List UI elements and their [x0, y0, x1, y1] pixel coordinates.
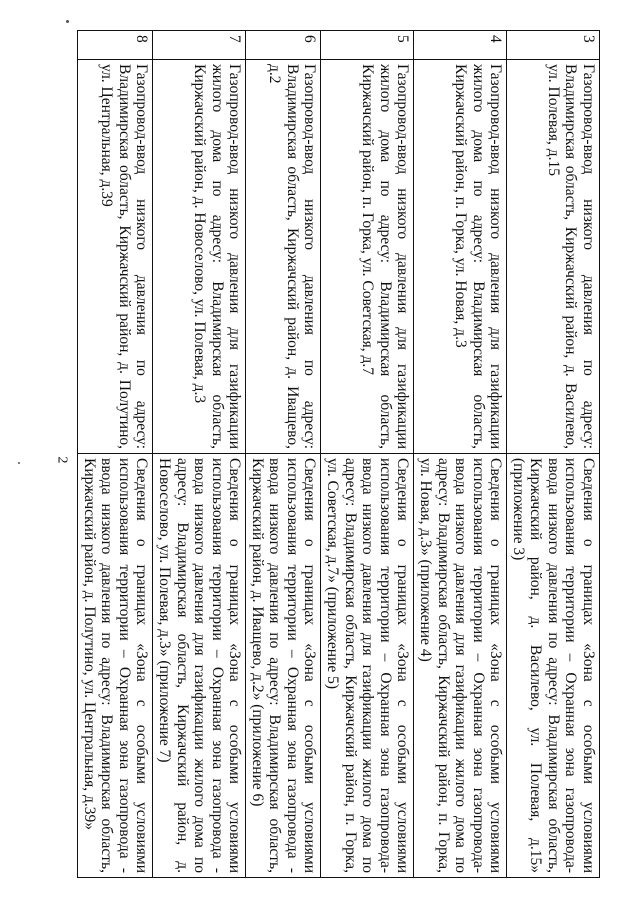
row-number: 5 [321, 31, 414, 60]
zone-info: Сведения о границах «Зона с особыми условиями использования территории – Охранная зона газопровода - ввода низкого давления для газификации жилого дома по адресу: Владимирская область, Киржачский район, д. Новоселово, ул. Полевая, д.3» (приложение 7) [153, 454, 246, 878]
row-number: 8 [78, 31, 153, 60]
zone-info: Сведения о границах «Зона с особыми условиями использования территории – Охранная зона газопровода-ввода низкого давления для газификации жилого дома по адресу: Владимирская область, Киржачский район, п. Горка, ул. Новая, д.3» (приложение 4) [414, 454, 507, 878]
table-row [246, 31, 321, 878]
table-row [321, 31, 414, 878]
object-description: Газопровод-ввод низкого давления по адресу: Владимирская область, Киржачский район, д. Василево, ул. Полевая, д.15 [507, 60, 600, 454]
object-description: Газопровод-ввод низкого давления по адресу: Владимирская область, Киржачский район, д. Полутино, ул. Центральная, д.39 [78, 60, 153, 454]
page-number: 2 [54, 456, 70, 464]
zone-info: Сведения о границах «Зона с особыми условиями использования территории – Охранная зона газопровода - ввода низкого давления по адресу: Владимирская область, Киржачский район, д. Полутино, ул. Центральная, д.39» [78, 454, 153, 878]
row-number: 7 [153, 31, 246, 60]
table-row [153, 31, 246, 878]
zone-info: Сведения о границах «Зона с особыми условиями использования территории – Охранная зона газопровода-ввода низкого давления для газификации жилого дома по адресу: Владимирская область, Киржачский район, п. Горка, ул. Советская, д.7» (приложение 5) [321, 454, 414, 878]
row-number: 6 [246, 31, 321, 60]
zone-info: Сведения о границах «Зона с особыми условиями использования территории – Охранная зона газопровода-ввода низкого давления по адресу: Владимирская область, Киржачский район, д. Василево, ул. Полевая, д.15» (приложение 3) [507, 454, 600, 878]
object-description: Газопровод-ввод низкого давления для газификации жилого дома по адресу: Владимирская область, Киржачский район, д. Новоселово, ул. Полевая, д.3 [153, 60, 246, 454]
zones-table [77, 30, 600, 878]
table-row [414, 31, 507, 878]
row-number: 3 [507, 31, 600, 60]
object-description: Газопровод-ввод низкого давления для газификации жилого дома по адресу: Владимирская область, Киржачский район, п. Горка, ул. Советская, д.7 [321, 60, 414, 454]
object-description: Газопровод-ввод низкого давления для газификации жилого дома по адресу: Владимирская область, Киржачский район, п. Горка, ул. Новая, д.3 [414, 60, 507, 454]
row-number: 4 [414, 31, 507, 60]
table-row [78, 31, 153, 878]
zone-info: Сведения о границах «Зона с особыми условиями использования территории – Охранная зона газопровода - ввода низкого давления по адресу: Владимирская область, Киржачский район, д. Иващево, д.2» (приложение 6) [246, 454, 321, 878]
object-description: Газопровод-ввод низкого давления по адресу: Владимирская область, Киржачский район, д. Иващево, д.2 [246, 60, 321, 454]
table-row [507, 31, 600, 878]
